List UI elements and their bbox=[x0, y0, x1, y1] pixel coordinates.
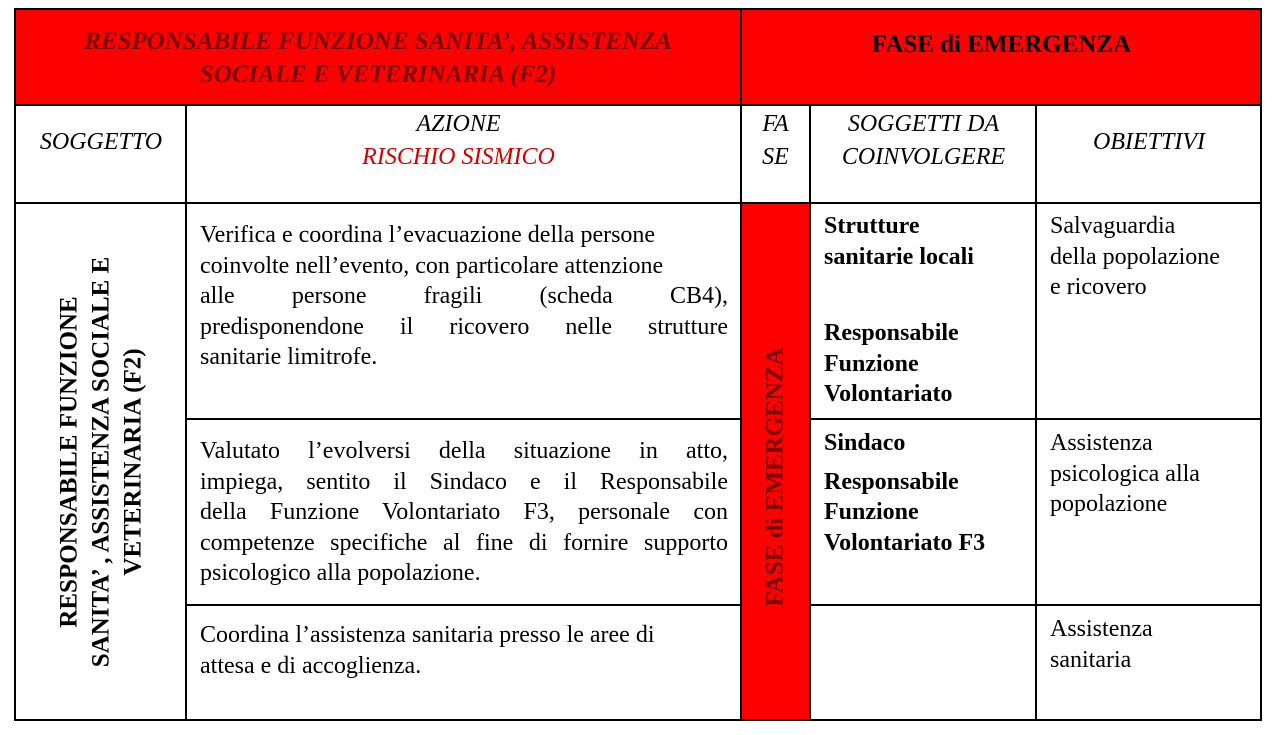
action-line: impiega, sentito il Sindaco e il Responsabile bbox=[200, 468, 728, 495]
col-header-fase: FA SE bbox=[762, 111, 789, 170]
action-line: competenze specifiche al fine di fornire supporto bbox=[200, 529, 728, 556]
action-cell-3 bbox=[187, 620, 740, 700]
grid-line bbox=[14, 8, 1262, 10]
grid-line bbox=[186, 604, 742, 606]
col-header-obiettivi: OBIETTIVI bbox=[1093, 128, 1205, 155]
objectives-cell-1: Salvaguardia della popolazione e ricovero bbox=[1050, 213, 1220, 300]
phase-title-cell bbox=[742, 10, 1261, 105]
phase-column-label: FASE di EMERGENZA bbox=[761, 347, 789, 607]
action-line: sanitarie limitrofe. bbox=[200, 344, 378, 370]
action-line: coinvolte nell’evento, con particolare attenzione bbox=[200, 252, 664, 279]
grid-line bbox=[14, 719, 1262, 721]
phase-column-cell bbox=[742, 204, 809, 720]
grid-line bbox=[740, 8, 742, 721]
action-line: predisponendone il ricovero nelle strutture bbox=[200, 313, 728, 340]
function-title-cell bbox=[16, 10, 740, 105]
side-label: RESPONSABILE FUNZIONE SANITA’ , ASSISTENZA SOCIALE E VETERINARIA (F2) bbox=[55, 256, 146, 668]
phase-title: FASE di EMERGENZA bbox=[871, 30, 1132, 58]
subjects-cell-1: Strutture sanitarie locali Responsabile Funzione Volontariato bbox=[824, 213, 974, 407]
grid-line bbox=[14, 202, 1262, 204]
function-title-line1: RESPONSABILE FUNZIONE SANITA’, ASSISTENZA bbox=[84, 27, 672, 55]
action-cell-1 bbox=[187, 220, 740, 410]
side-label-cell bbox=[16, 204, 186, 720]
grid-line bbox=[186, 418, 742, 420]
grid-line bbox=[14, 8, 16, 721]
objectives-cell-2: Assistenza psicologica alla popolazione bbox=[1050, 430, 1200, 517]
action-line: della Funzione Volontariato F3, personale con bbox=[200, 499, 728, 525]
grid-line bbox=[809, 104, 811, 721]
action-line: psicologico alla popolazione. bbox=[200, 560, 481, 586]
action-line: Valutato l’evolversi della situazione in atto, bbox=[200, 438, 728, 464]
subjects-cell-2: Sindaco Responsabile Funzione Volontariato F3 bbox=[824, 430, 986, 556]
col-header-soggetto: SOGGETTO bbox=[39, 128, 163, 155]
grid-line bbox=[14, 104, 1262, 106]
action-line: attesa e di accoglienza. bbox=[200, 652, 422, 679]
azione-label: AZIONE bbox=[416, 111, 501, 137]
grid-line bbox=[1260, 8, 1262, 721]
risk-label: RISCHIO SISMICO bbox=[362, 144, 555, 170]
grid-line bbox=[185, 104, 187, 721]
col-header-azione bbox=[187, 106, 740, 202]
action-line: Verifica e coordina l’evacuazione della persone bbox=[200, 222, 656, 248]
objectives-cell-3: Assistenza sanitaria bbox=[1050, 616, 1153, 673]
col-header-soggetti: SOGGETTI DA COINVOLGERE bbox=[841, 111, 1006, 170]
action-cell-2 bbox=[187, 436, 740, 596]
action-line: alle persone fragili (scheda CB4), bbox=[200, 283, 728, 309]
action-line: Coordina l’assistenza sanitaria presso le aree di bbox=[200, 622, 655, 648]
function-title-line2: SOCIALE E VETERINARIA (F2) bbox=[199, 60, 557, 88]
grid-line bbox=[1035, 104, 1037, 721]
